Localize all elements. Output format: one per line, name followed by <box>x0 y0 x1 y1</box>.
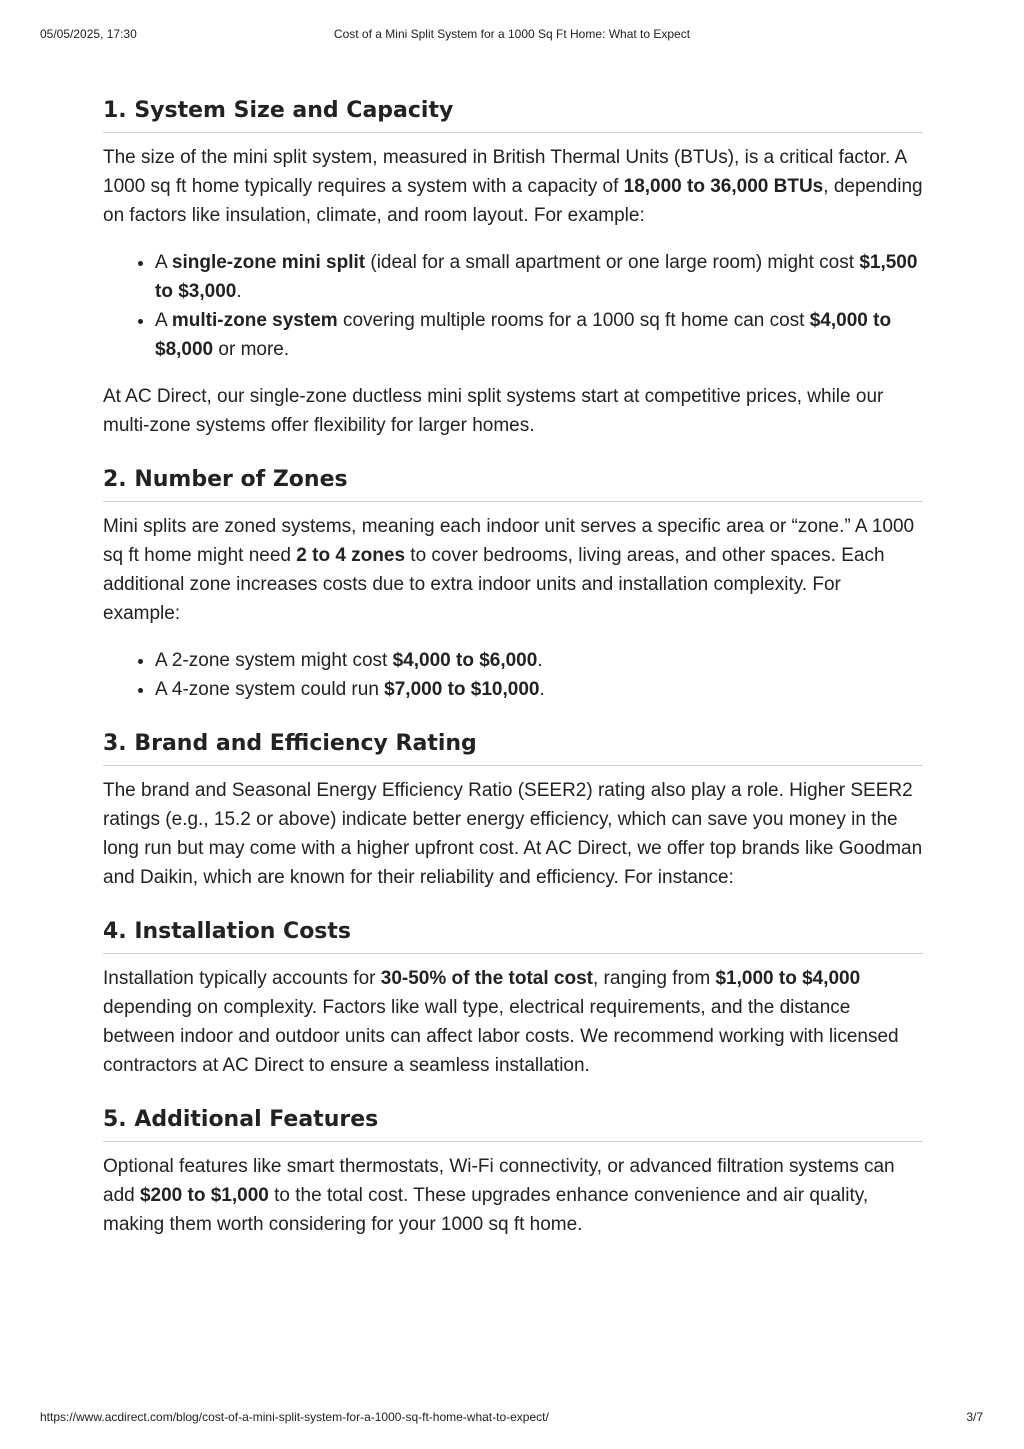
list-item <box>155 248 923 306</box>
text-run: A 2-zone system might cost <box>155 650 393 671</box>
text-run: The size of the mini split system, measured in British Thermal Units (BTUs), is a critical factor. A 1000 sq ft home typically requires a system with a capacity of <box>103 147 907 197</box>
list-item <box>155 306 923 364</box>
print-date: 05/05/2025, 17:30 <box>40 27 137 41</box>
text-run: Installation typically accounts for <box>103 968 381 989</box>
section-paragraph <box>103 143 923 230</box>
section-heading: 4. Installation Costs <box>103 917 923 954</box>
text-run: depending on complexity. Factors like wall type, electrical requirements, and the distance between indoor and outdoor units can affect labor costs. We recommend working with licensed contractors at AC Direct to ensure a seamless installation. <box>103 997 899 1076</box>
text-run: A 4-zone system could run <box>155 679 385 700</box>
section-paragraph <box>103 512 923 628</box>
section-heading: 2. Number of Zones <box>103 465 923 502</box>
list-item <box>155 646 923 675</box>
text-run: or more. <box>213 339 290 360</box>
article-content <box>103 96 923 1239</box>
text-run: . <box>537 650 543 671</box>
bold-text: $200 to $1,000 <box>139 1185 269 1206</box>
text-run: to the total cost. These upgrades enhance convenience and air quality, making them worth considering for your 1000 sq ft home. <box>103 1185 869 1235</box>
bold-text: $4,000 to $8,000 <box>155 310 892 360</box>
text-run: Optional features like smart thermostats, Wi-Fi connectivity, or advanced filtration systems can add <box>103 1156 895 1206</box>
bold-text: $1,000 to $4,000 <box>715 968 861 989</box>
bold-text: 2 to 4 zones <box>296 545 406 566</box>
bold-text: $7,000 to $10,000 <box>384 679 540 700</box>
text-run: A <box>155 252 172 273</box>
section-heading: 3. Brand and Efficiency Rating <box>103 729 923 766</box>
section-number-of-zones <box>103 465 923 704</box>
section-paragraph <box>103 1152 923 1239</box>
section-brand-efficiency <box>103 729 923 892</box>
bold-text: 30-50% of the total cost <box>380 968 593 989</box>
list-item <box>155 675 923 704</box>
text-run: (ideal for a small apartment or one large room) might cost <box>365 252 860 273</box>
section-paragraph: The brand and Seasonal Energy Efficiency Ratio (SEER2) rating also play a role. Higher SEER2 ratings (e.g., 15.2 or above) indicate better energy efficiency, which can save you money in the long run but may come with a higher upfront cost. At AC Direct, we offer top brands like Goodman and Daikin, which are known for their reliability and efficiency. For instance: <box>103 780 923 888</box>
bold-text: single-zone mini split <box>171 252 366 273</box>
section-system-size <box>103 96 923 440</box>
bold-text: $4,000 to $6,000 <box>392 650 538 671</box>
page-number: 3/7 <box>966 1410 983 1424</box>
text-run: covering multiple rooms for a 1000 sq ft home can cost <box>337 310 810 331</box>
section-additional-features <box>103 1105 923 1239</box>
bold-text: multi-zone system <box>171 310 338 331</box>
bold-text: $1,500 to $3,000 <box>155 252 918 302</box>
text-run: Mini splits are zoned systems, meaning each indoor unit serves a specific area or “zone.” A 1000 sq ft home might need <box>103 516 915 566</box>
section-heading: 5. Additional Features <box>103 1105 923 1142</box>
print-header <box>0 27 1024 43</box>
section-paragraph: At AC Direct, our single-zone ductless mini split systems start at competitive prices, while our multi-zone systems offer flexibility for larger homes. <box>103 386 884 436</box>
text-run: to cover bedrooms, living areas, and other spaces. Each additional zone increases costs due to extra indoor units and installation complexity. For example: <box>103 545 885 624</box>
section-paragraph <box>103 964 923 1080</box>
text-run: A <box>155 310 172 331</box>
text-run: . <box>236 281 242 302</box>
section-heading: 1. System Size and Capacity <box>103 96 923 133</box>
text-run: . <box>539 679 545 700</box>
text-run: , depending on factors like insulation, climate, and room layout. For example: <box>103 176 923 226</box>
page-url: https://www.acdirect.com/blog/cost-of-a-mini-split-system-for-a-1000-sq-ft-home-what-to-expect/ <box>40 1410 549 1424</box>
text-run: , ranging from <box>592 968 716 989</box>
print-page-title: Cost of a Mini Split System for a 1000 Sq Ft Home: What to Expect <box>333 27 691 41</box>
bullet-list <box>103 248 923 364</box>
bullet-list <box>103 646 923 704</box>
section-installation-costs <box>103 917 923 1080</box>
print-footer <box>0 1410 1024 1426</box>
bold-text: 18,000 to 36,000 BTUs <box>623 176 824 197</box>
